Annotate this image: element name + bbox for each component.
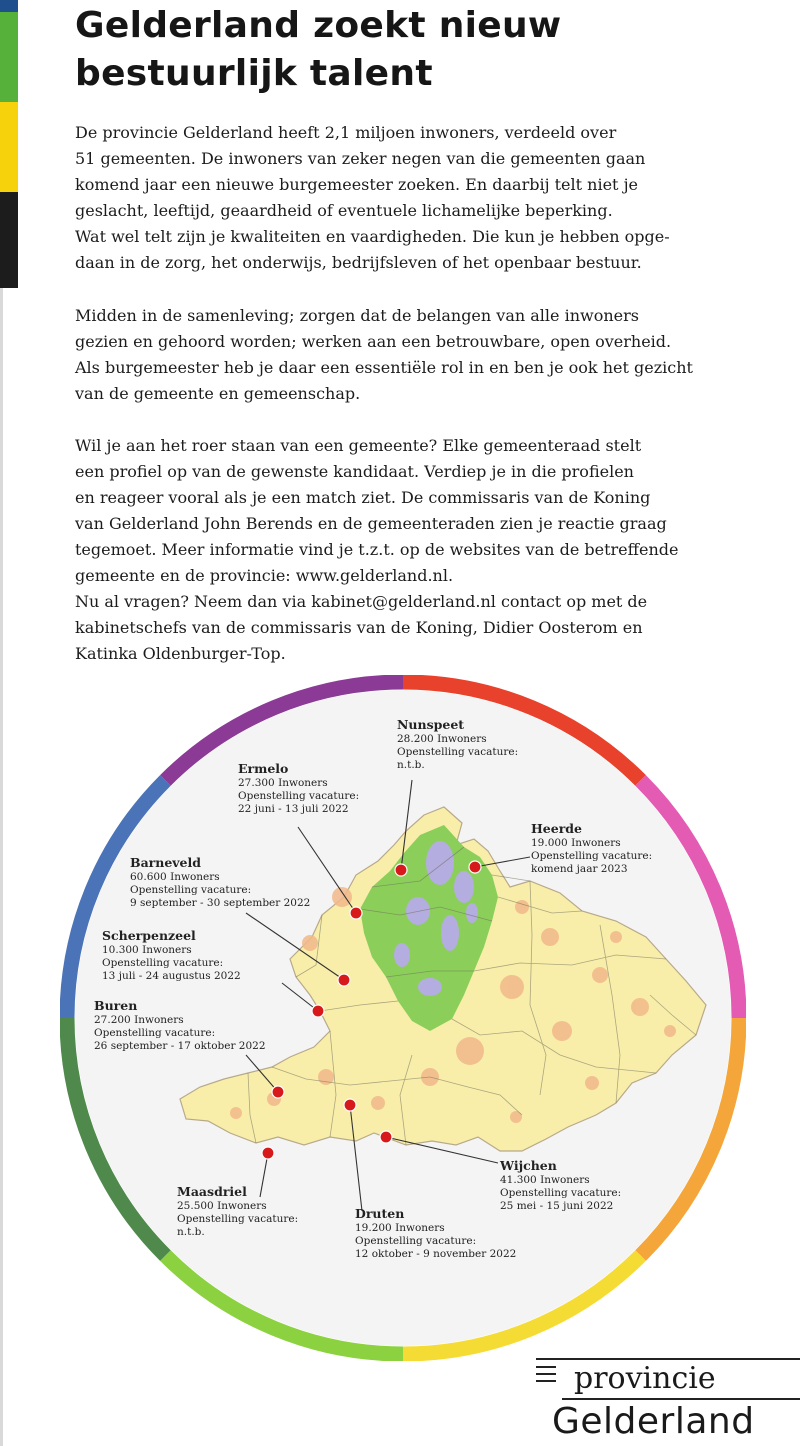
closing-line: Nu al vragen? Neem dan via kabinet@gelderland.nl contact op met de xyxy=(75,592,648,611)
intro-line: De provincie Gelderland heeft 2,1 miljoen inwoners, verdeeld over xyxy=(75,123,617,142)
urban-area xyxy=(500,975,524,999)
urban-area xyxy=(541,928,559,946)
municipality-inhabitants: 19.000 Inwoners xyxy=(531,837,621,849)
intro-line: 51 gemeenten. De inwoners van zeker negen van die gemeenten gaan xyxy=(75,149,646,168)
closing-line: en reageer vooral als je een match ziet. De commissaris van de Koning xyxy=(75,488,651,507)
vacancy-period: n.t.b. xyxy=(397,759,425,771)
heath-patch xyxy=(466,903,478,923)
municipality-name: Druten xyxy=(355,1206,405,1221)
municipality-name: Maasdriel xyxy=(177,1184,247,1199)
municipality-name: Buren xyxy=(94,998,138,1013)
marker-druten xyxy=(344,1099,356,1111)
label-druten xyxy=(355,1206,516,1261)
middle-paragraph xyxy=(75,303,755,407)
page-left-border xyxy=(0,288,3,1446)
heath-patch xyxy=(394,943,410,967)
vacancy-label: Openstelling vacature: xyxy=(238,790,360,802)
municipality-name: Wijchen xyxy=(500,1158,557,1173)
urban-area xyxy=(631,998,649,1016)
logo-line xyxy=(536,1373,556,1375)
vacancy-label: Openstelling vacature: xyxy=(177,1213,299,1225)
vacancy-label: Openstelling vacature: xyxy=(130,884,252,896)
logo-text-gelderland: Gelderland xyxy=(552,1401,755,1442)
logo-text-provincie: provincie xyxy=(574,1361,716,1396)
urban-area xyxy=(332,887,352,907)
municipality-inhabitants: 27.300 Inwoners xyxy=(238,777,328,789)
marker-barneveld xyxy=(338,974,350,986)
vacancy-period: 9 september - 30 september 2022 xyxy=(130,897,311,909)
heath-patch xyxy=(454,871,474,903)
municipality-inhabitants: 60.600 Inwoners xyxy=(130,871,220,883)
vacancy-label: Openstelling vacature: xyxy=(94,1027,216,1039)
urban-area xyxy=(610,931,622,943)
vacancy-label: Openstelling vacature: xyxy=(397,746,519,758)
marker-heerde xyxy=(469,861,481,873)
urban-area xyxy=(302,935,318,951)
label-heerde xyxy=(531,821,652,876)
urban-area xyxy=(510,1111,522,1123)
middle-line: Als burgemeester heb je daar een essentiële rol in en ben je ook het gezicht xyxy=(75,358,693,377)
vacancy-period: 22 juni - 13 juli 2022 xyxy=(238,803,349,815)
heath-patch xyxy=(418,978,442,996)
marker-ermelo xyxy=(350,907,362,919)
municipality-inhabitants: 27.200 Inwoners xyxy=(94,1014,184,1026)
urban-area xyxy=(664,1025,676,1037)
accent-blue xyxy=(0,0,18,12)
urban-area xyxy=(592,967,608,983)
intro-line: geslacht, leeftijd, geaardheid of eventuele lichamelijke beperking. xyxy=(75,201,613,220)
accent-color-bar xyxy=(0,0,18,288)
marker-wijchen xyxy=(380,1131,392,1143)
accent-green xyxy=(0,12,18,102)
middle-line: gezien en gehoord worden; werken aan een betrouwbare, open overheid. xyxy=(75,332,672,351)
intro-line: komend jaar een nieuwe burgemeester zoeken. En daarbij telt niet je xyxy=(75,175,638,194)
vacancy-label: Openstelling vacature: xyxy=(500,1187,622,1199)
label-maasdriel xyxy=(177,1184,298,1239)
page-title: Gelderland zoekt nieuw bestuurlijk talent xyxy=(75,5,562,94)
municipality-inhabitants: 25.500 Inwoners xyxy=(177,1200,267,1212)
gelderland-map-infographic xyxy=(60,675,746,1361)
label-wijchen xyxy=(500,1158,621,1213)
marker-buren xyxy=(272,1086,284,1098)
closing-line: Katinka Oldenburger-Top. xyxy=(75,644,286,663)
closing-line: gemeente en de provincie: www.gelderland.nl. xyxy=(75,566,454,585)
intro-line: daan in de zorg, het onderwijs, bedrijfsleven of het openbaar bestuur. xyxy=(75,253,642,272)
intro-line: Wat wel telt zijn je kwaliteiten en vaardigheden. Die kun je hebben opge- xyxy=(75,227,670,246)
label-nunspeet xyxy=(397,717,518,772)
municipality-name: Heerde xyxy=(531,821,582,836)
middle-line: van de gemeente en gemeenschap. xyxy=(75,384,361,403)
municipality-inhabitants: 41.300 Inwoners xyxy=(500,1174,590,1186)
municipality-inhabitants: 28.200 Inwoners xyxy=(397,733,487,745)
accent-black xyxy=(0,192,18,288)
vacancy-period: 13 juli - 24 augustus 2022 xyxy=(102,970,241,982)
heath-patch xyxy=(441,915,459,951)
closing-line: kabinetschefs van de commissaris van de Koning, Didier Oosterom en xyxy=(75,618,643,637)
vacancy-period: 25 mei - 15 juni 2022 xyxy=(500,1200,614,1212)
urban-area xyxy=(371,1096,385,1110)
municipality-name: Ermelo xyxy=(238,761,289,776)
label-buren xyxy=(94,998,266,1053)
label-scherpenzeel xyxy=(102,928,241,983)
logo-lines-icon xyxy=(536,1366,556,1387)
urban-area xyxy=(456,1037,484,1065)
urban-area xyxy=(230,1107,242,1119)
urban-area xyxy=(515,900,529,914)
municipality-name: Nunspeet xyxy=(397,717,465,732)
municipality-name: Scherpenzeel xyxy=(102,928,196,943)
vacancy-label: Openstelling vacature: xyxy=(102,957,224,969)
vacancy-label: Openstelling vacature: xyxy=(355,1235,477,1247)
closing-paragraph xyxy=(75,433,755,667)
municipality-name: Barneveld xyxy=(130,855,201,870)
middle-line: Midden in de samenleving; zorgen dat de belangen van alle inwoners xyxy=(75,306,639,325)
accent-yellow xyxy=(0,102,18,192)
logo-line xyxy=(536,1380,556,1382)
vacancy-period: komend jaar 2023 xyxy=(531,863,628,875)
urban-area xyxy=(585,1076,599,1090)
marker-maasdriel xyxy=(262,1147,274,1159)
marker-nunspeet xyxy=(395,864,407,876)
vacancy-period: 26 september - 17 oktober 2022 xyxy=(94,1040,266,1052)
closing-line: Wil je aan het roer staan van een gemeente? Elke gemeenteraad stelt xyxy=(75,436,642,455)
marker-scherpenzeel xyxy=(312,1005,324,1017)
label-ermelo xyxy=(238,761,359,816)
vacancy-label: Openstelling vacature: xyxy=(531,850,653,862)
closing-line: van Gelderland John Berends en de gemeenteraden zien je reactie graag xyxy=(75,514,667,533)
provincie-gelderland-logo xyxy=(536,1358,800,1446)
intro-paragraph xyxy=(75,120,755,276)
vacancy-period: n.t.b. xyxy=(177,1226,205,1238)
vacancy-period: 12 oktober - 9 november 2022 xyxy=(355,1248,517,1260)
heath-patch xyxy=(426,841,454,885)
closing-line: tegemoet. Meer informatie vind je t.z.t. op de websites van de betreffende xyxy=(75,540,679,559)
urban-area xyxy=(552,1021,572,1041)
label-barneveld xyxy=(130,855,310,910)
logo-line xyxy=(536,1366,556,1368)
municipality-inhabitants: 10.300 Inwoners xyxy=(102,944,192,956)
municipality-inhabitants: 19.200 Inwoners xyxy=(355,1222,445,1234)
closing-line: een profiel op van de gewenste kandidaat. Verdiep je in die profielen xyxy=(75,462,634,481)
